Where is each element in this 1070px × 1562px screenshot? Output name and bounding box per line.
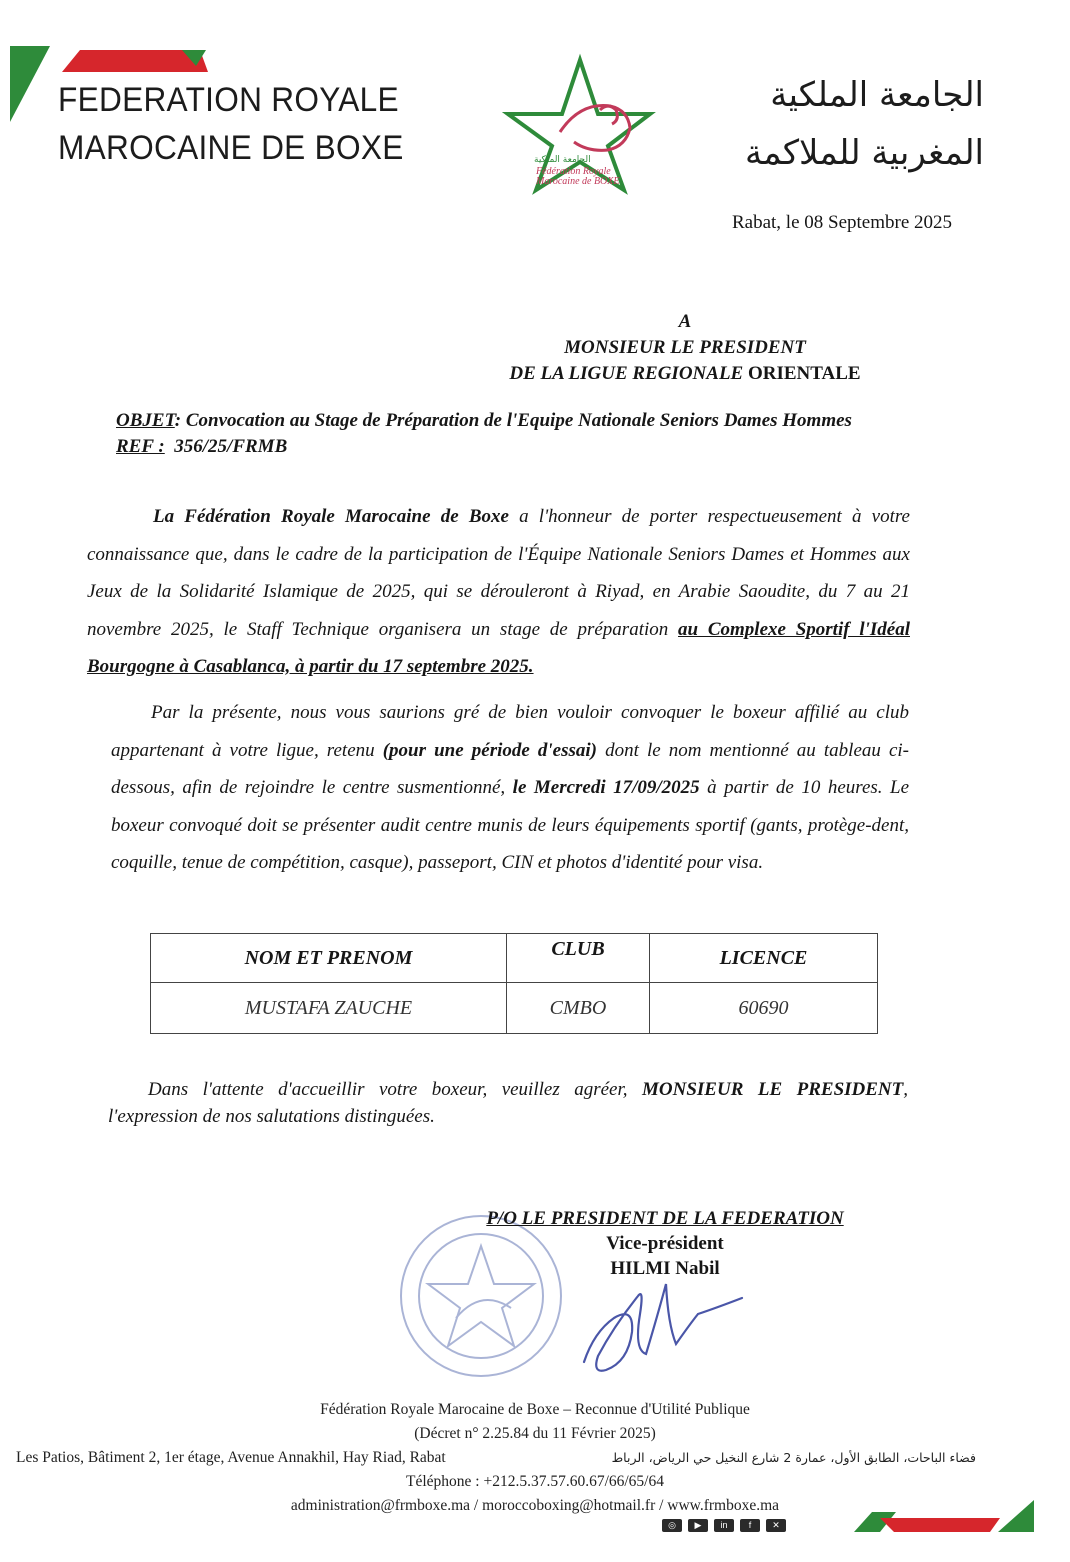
- footer-flag-accent: [850, 1496, 1040, 1536]
- header-club: CLUB: [507, 934, 650, 983]
- p1-text: a l'honneur de porter respectueusement à votre connaissance que, dans le cadre de la participation de l'Équipe Nationale Seniors Dames et Hommes aux Jeux de la Solidarité Islamique de 2025, qui se dérouleront à Riyad, en Arabie Saoudite, du 7 au 21 novembre 2025, le Staff Technique organisera un stage de préparation: [87, 506, 910, 640]
- p2-text-a: Par la présente, nous vous saurions gré de bien vouloir convoquer le boxeur affilié au club appartenant à votre ligue, retenu: [111, 702, 909, 761]
- reference-line: [116, 434, 852, 460]
- federation-logo-icon: [500, 50, 670, 195]
- p2-text-b: dont le nom mentionné au tableau ci-dessous, afin de rejoindre le centre susmentionné,: [111, 739, 909, 798]
- signature-line2: Vice-président: [606, 1233, 724, 1254]
- federation-name-ar: [745, 66, 984, 182]
- instagram-icon[interactable]: ◎: [662, 1519, 682, 1532]
- svg-text:الجامعة الملكية: الجامعة الملكية: [534, 155, 591, 165]
- p2-text-c: à partir de 10 heures. Le boxeur convoqué doit se présenter audit centre munis de leurs équipements sportif (gants, protège-dent, coquille, tenue de compétition, casque), passeport, CIN et photos d'identité pour visa.: [111, 777, 909, 873]
- closing-text-a: Dans l'attente d'accueillir votre boxeur, veuillez agréer,: [148, 1079, 642, 1100]
- object-label: OBJET: [116, 410, 175, 431]
- closing-text-b: , l'expression de nos salutations distinguées.: [108, 1079, 908, 1127]
- social-icons: [662, 1519, 786, 1532]
- handwritten-signature: [570, 1270, 770, 1380]
- letter-date: Rabat, le 08 Septembre 2025: [731, 212, 952, 233]
- addressee-block: [450, 309, 920, 387]
- svg-text:Marocaine de BOXE: Marocaine de BOXE: [536, 176, 620, 187]
- federation-name-ar-line1: الجامعة الملكية: [770, 75, 984, 115]
- boxer-table: [150, 933, 878, 1034]
- svg-text:Fédération Royale: Fédération Royale: [536, 166, 611, 177]
- youtube-icon[interactable]: ▶: [688, 1519, 708, 1532]
- addressee-line2: MONSIEUR LE PRESIDENT: [564, 337, 806, 358]
- p1-federation-name: La Fédération Royale Marocaine de Boxe: [153, 506, 509, 527]
- closing-paragraph: [108, 1076, 908, 1130]
- federation-name-fr-line1: FEDERATION ROYALE: [58, 81, 399, 119]
- table-header-row: [151, 934, 878, 983]
- body-paragraph-1: [87, 498, 910, 686]
- object-text: : Convocation au Stage de Préparation de l'Equipe Nationale Seniors Dames Hommes: [174, 410, 852, 431]
- addressee-line3: [450, 361, 920, 387]
- federation-name-fr-line2: MAROCAINE DE BOXE: [58, 129, 404, 167]
- facebook-icon[interactable]: f: [740, 1519, 760, 1532]
- table-row: [151, 983, 878, 1034]
- p2-meeting-date: le Mercredi 17/09/2025: [512, 777, 700, 798]
- p2-trial-period: (pour une période d'essai): [382, 739, 597, 761]
- header-license: LICENCE: [650, 934, 878, 983]
- closing-title: MONSIEUR LE PRESIDENT: [642, 1079, 904, 1100]
- footer-address-fr: Les Patios, Bâtiment 2, 1er étage, Avenue Annakhil, Hay Riad, Rabat: [16, 1449, 446, 1466]
- addressee-line3a: DE LA LIGUE REGIONALE: [509, 363, 744, 384]
- footer-phone: Téléphone : +212.5.37.57.60.67/66/65/64: [405, 1473, 664, 1490]
- federation-name-ar-line2: المغربية للملاكمة: [744, 133, 984, 173]
- x-icon[interactable]: ✕: [766, 1519, 786, 1532]
- reference-label: REF :: [116, 436, 165, 457]
- reference-value: 356/25/FRMB: [174, 436, 288, 457]
- body-paragraph-2: [111, 694, 909, 882]
- federation-name-fr: [58, 76, 404, 172]
- footer-line1: Fédération Royale Marocaine de Boxe – Reconnue d'Utilité Publique: [320, 1401, 750, 1418]
- p1-location-date: au Complexe Sportif l'Idéal Bourgogne à Casablanca, à partir du 17 septembre 2025.: [87, 618, 910, 677]
- signature-line1: P/O LE PRESIDENT DE LA FEDERATION: [486, 1208, 844, 1229]
- footer-contact: administration@frmboxe.ma / moroccoboxing@hotmail.fr / www.frmboxe.ma: [290, 1497, 780, 1514]
- footer-address-row: [0, 1446, 1070, 1470]
- cell-license: 60690: [650, 983, 878, 1034]
- footer-address-ar: فضاء الباحات، الطابق الأول، عمارة 2 شارع النخيل حي الرياض، الرباط: [611, 1450, 976, 1465]
- addressee-line3b: ORIENTALE: [747, 363, 861, 384]
- cell-name: MUSTAFA ZAUCHE: [151, 983, 507, 1034]
- header-name: NOM ET PRENOM: [151, 934, 507, 983]
- footer-line2: (Décret n° 2.25.84 du 11 Février 2025): [414, 1425, 656, 1442]
- object-block: [116, 408, 852, 460]
- linkedin-icon[interactable]: in: [714, 1519, 734, 1532]
- signature-line3: HILMI Nabil: [610, 1258, 720, 1279]
- cell-club: CMBO: [507, 983, 650, 1034]
- addressee-line1: A: [678, 311, 692, 332]
- object-line: [116, 408, 852, 434]
